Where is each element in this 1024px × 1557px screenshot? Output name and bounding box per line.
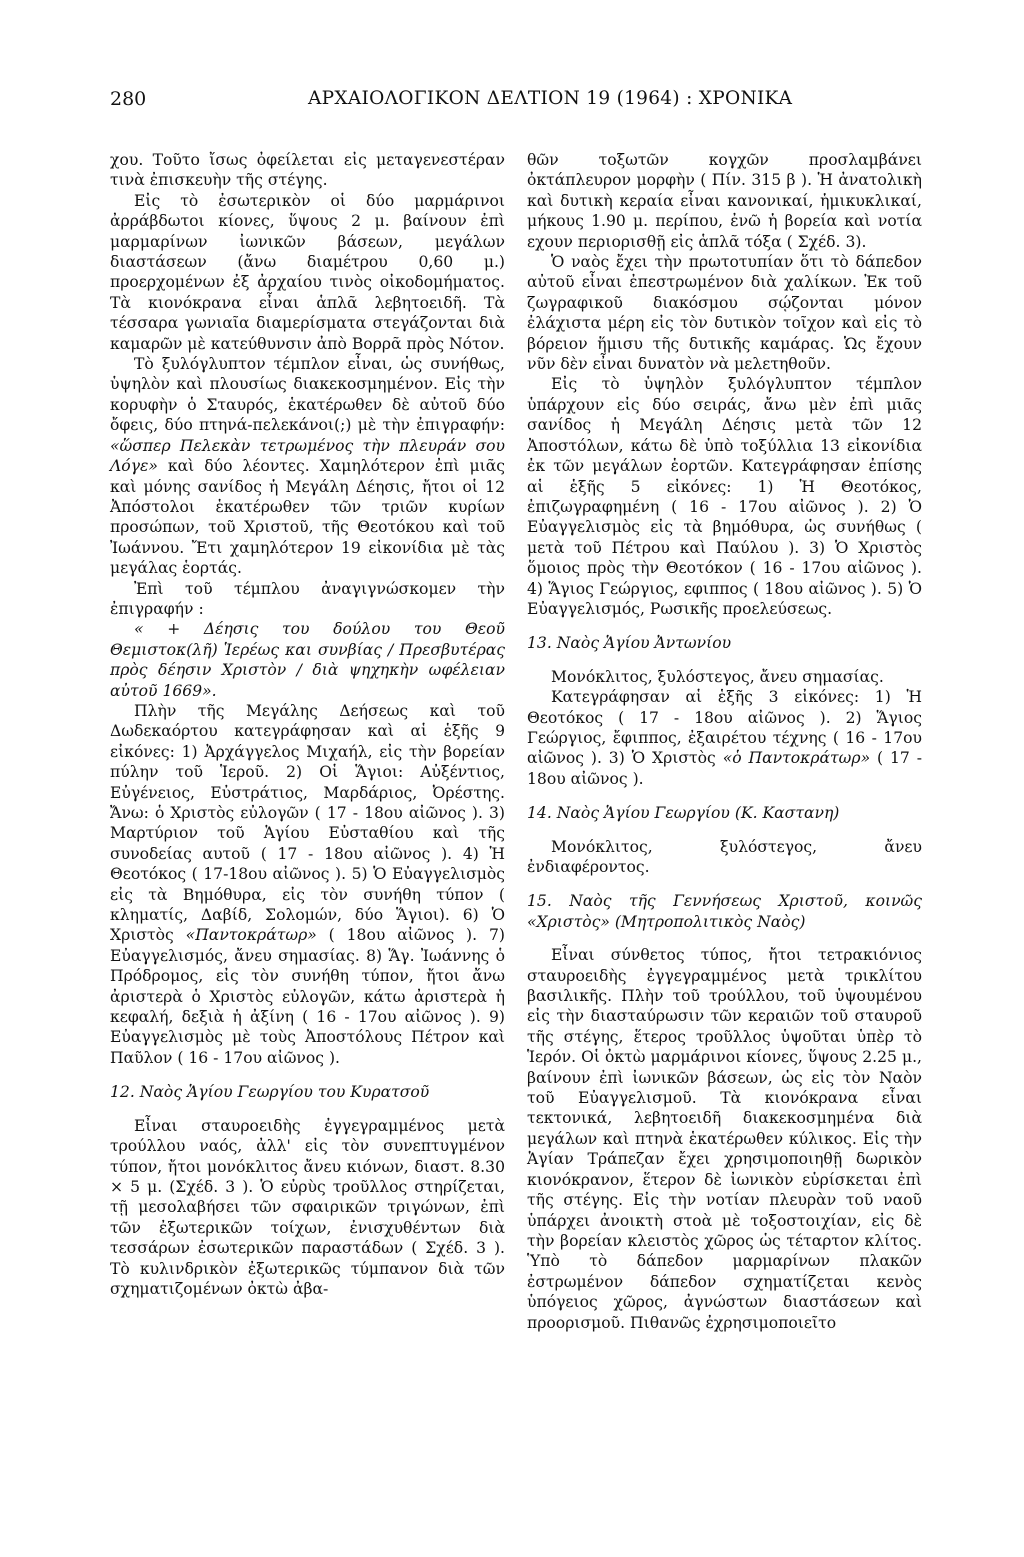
paragraph	[110, 354, 505, 578]
paragraph: Μονόκλιτος, ξυλόστεγος, ἄνευ ἐνδιαφέροντος.	[527, 837, 922, 876]
text-run: ( 17 - 18ου αἰῶνος ).	[527, 749, 923, 788]
paragraph: Εἶναι σταυροειδὴς ἐγγεγραμμένος μετὰ τρούλλου ναός, ἀλλ' εἰς τὸν συνεπτυγμένον τύπον, ἤτοι μονόκλιτος ἄνευ κιόνων, διαστ. 8.30 × 5 μ. (Σχέδ. 3 ). Ὁ εὐρὺς τροῦλλος στηρίζεται, τῇ μεσολαβήσει τῶν σφαιρικῶν τριγώνων, ἐπὶ τῶν ἐξωτερικῶν τοίχων, ἐνισχυθέντων διὰ τεσσάρων ἐσωτερικῶν παραστάδων ( Σχέδ. 3 ). Τὸ κυλινδρικὸν ἐξωτερικῶς τύμπανον διὰ τῶν σχηματιζομένων ὀκτὼ ἀβα-	[110, 1116, 505, 1298]
inscription-text: « + Δέησις του δούλου του Θεοῦ Θεμιστοκ(λῆ) Ἱερέως και συνβίας / Πρεσβυτέρας πρὸς δέησιν Χριστὸν / διὰ ψηχηκὴν ωφέλειαν αὐτοῦ 1669».	[110, 620, 505, 700]
paragraph: Εἰς τὸ ἐσωτερικὸν οἱ δύο μαρμάρινοι ἀρράβδωτοι κίονες, ὕψους 2 μ. βαίνουν ἐπὶ μαρμαρίνων ἰωνικῶν βάσεων, μεγάλων διαστάσεων (ἄνω διαμέτρου 0,60 μ.) προερχομένων ἐξ ἀρχαίου τινὸς οἰκοδομήματος. Τὰ κιονόκρανα εἶναι ἁπλᾶ λεβητοειδῆ. Τὰ τέσσαρα γωνιαῖα διαμερίσματα στεγάζονται διὰ καμαρῶν μὲ κατεύθυνσιν ἀπὸ Βορρᾶ πρὸς Νότον.	[110, 191, 505, 353]
italic-term: «ὁ Παντοκράτωρ»	[722, 749, 871, 768]
text-run: Τὸ ξυλόγλυπτον τέμπλον εἶναι, ὡς συνήθως, ὑψηλὸν καὶ πλουσίως διακεκοσμημένον. Εἰς τὴν κορυφὴν ὁ Σταυρός, ἑκατέρωθεν δὲ αὐτοῦ δύο ὄφεις, δύο πτηνά-πελεκάνοι(;) μὲ τὴν ἐπιγραφήν:	[110, 355, 505, 435]
paragraph	[527, 687, 922, 789]
right-column	[527, 150, 922, 1333]
section-heading-15: 15. Ναὸς τῆς Γεννήσεως Χριστοῦ, κοινῶς «Χριστὸς» (Μητροπολιτικὸς Ναὸς)	[527, 892, 922, 931]
paragraph: Εἰς τὸ ὑψηλὸν ξυλόγλυπτον τέμπλον ὑπάρχουν εἰς δύο σειράς, ἄνω μὲν ἐπὶ μιᾶς σανίδος ἡ Μεγάλη Δέησις μετὰ τῶν 12 Ἀποστόλων, κάτω δὲ ὑπὸ τοξύλλια 13 εἰκονίδια ἐκ τῶν μεγάλων ἑορτῶν. Κατεγράφησαν ἐπίσης αἱ ἑξῆς 5 εἰκόνες: 1) Ἡ Θεοτόκος, ἐπιζωγραφημένη ( 16 - 17ου αἰῶνος ). 2) Ὁ Εὐαγγελισμὸς εἰς τὰ βημόθυρα, ὡς συνήθως ( μετὰ τοῦ Πέτρου καὶ Παύλου ). 3) Ὁ Χριστὸς ὅμοιος πρὸς τὴν Θεοτόκον ( 16 - 17ου αἰῶνος ). 4) Ἅγιος Γεώργιος, εφιππος ( 18ου αἰῶνος ). 5) Ὁ Εὐαγγελισμός, Ρωσικῆς προελεύσεως.	[527, 375, 922, 618]
text-run: καὶ δύο λέοντες. Χαμηλότερον ἐπὶ μιᾶς καὶ μόνης σανίδος ἡ Μεγάλη Δέησις, ἤτοι οἱ 12 Ἀπόστολοι ἑκατέρωθεν τῶν τριῶν κυρίων προσώπων, τοῦ Χριστοῦ, τῆς Θεοτόκου καὶ τοῦ Ἰωάννου. Ἔτι χαμηλότερον 19 εἰκονίδια μὲ τὰς μεγάλας ἑορτάς.	[110, 457, 505, 578]
inscription-quote: «ὥσπερ Πελεκὰν τετρωμένος τὴν πλευράν σου Λόγε»	[110, 436, 505, 476]
paragraph: χου. Τοῦτο ἴσως ὀφείλεται εἰς μεταγενεστέραν τινὰ ἐπισκευὴν τῆς στέγης.	[110, 151, 505, 190]
paragraph: θῶν τοξωτῶν κογχῶν προσλαμβάνει ὀκτάπλευρον μορφὴν ( Πίν. 315 β ). Ἡ ἀνατολικὴ καὶ δυτικὴ κεραία εἶναι κανονικαί, ἡμικυκλικαί, μήκους 1.90 μ. περίπου, ἐνῶ ἡ βορεία καὶ νοτία εχουν περιορισθῇ εἰς ἁπλᾶ τόξα ( Σχέδ. 3).	[527, 151, 922, 251]
running-title: ΑΡΧΑΙΟΛΟΓΙΚΟΝ ΔΕΛΤΙΟΝ 19 (1964) : ΧΡΟΝΙΚΑ	[308, 88, 793, 109]
text-run: Πλὴν τῆς Μεγάλης Δεήσεως καὶ τοῦ Δωδεκαόρτου κατεγράφησαν καὶ αἱ ἑξῆς 9 εἰκόνες: 1) Ἀρχάγγελος Μιχαήλ, εἰς τὴν βορείαν πύλην τοῦ Ἱεροῦ. 2) Οἱ Ἅγιοι: Αὐξέντιος, Εὐγένειος, Εὐστράτιος, Μαρδάριος, Ὀρέστης. Ἄνω: ὁ Χριστὸς εὐλογῶν ( 17 - 18ου αἰῶνος ). 3) Μαρτύριον τοῦ Ἁγίου Εὐσταθίου καὶ τῆς συνοδείας αυτοῦ ( 17 - 18ου αἰῶνος ). 4) Ἡ Θεοτόκος ( 17-18ου αἰῶνος ). 5) Ὁ Εὐαγγελισμὸς εἰς τὰ Βημόθυρα, εἰς τὸν συνήθη τύπον ( κληματίς, Δαβίδ, Σολομών, δύο Ἅγιοι). 6) Ὁ Χριστὸς	[110, 701, 505, 945]
section-heading-13: 13. Ναὸς Ἁγίου Ἀντωνίου	[527, 634, 732, 653]
text-run: Κατεγράφησαν αἱ ἑξῆς 3 εἰκόνες: 1) Ἡ Θεοτόκος ( 17 - 18ου αἰῶνος ). 2) Ἅγιος Γεώργιος, ἔφιππος, ἐξαιρέτου τέχνης ( 16 - 17ου αἰῶνος ). 3) Ὁ Χριστὸς	[527, 688, 922, 768]
page-number: 280	[110, 88, 147, 110]
paragraph: Εἶναι σύνθετος τύπος, ἤτοι τετρακιόνιος σταυροειδὴς ἐγγεγραμμένος μετὰ τρικλίτου βασιλικῆς. Πλὴν τοῦ τρούλλου, τοῦ ὑψουμένου εἰς τὴν διασταύρωσιν τῶν κεραιῶν τοῦ σταυροῦ τῆς στέγης, ἕτερος τροῦλλος ὑψοῦται ὑπὲρ τὸ Ἱερόν. Οἱ ὀκτὼ μαρμάρινοι κίονες, ὕψους 2.25 μ., βαίνουν ἐπὶ ἰωνικῶν βάσεων, ὡς εἰς τὸν Ναὸν τοῦ Εὐαγγελισμοῦ. Τὰ κιονόκρανα εἶναι τεκτονικά, λεβητοειδῆ διακεκοσμημένα διὰ μεγάλων καὶ πτηνὰ ἑκατέρωθεν κύλικος. Εἰς τὴν Ἁγίαν Τράπεζαν ἔχει χρησιμοποιηθῇ δωρικὸν κιονόκρανον, ἕτερον δὲ ἰωνικὸν εὑρίσκεται ἐπὶ τῆς στέγης. Εἰς τὴν νοτίαν πλευρὰν τοῦ ναοῦ ὑπάρχει ἀνοικτὴ στοὰ μὲ τοξοστοιχίαν, εἰς δὲ τὴν βορείαν κλειστὸς χῶρος ὡς τέταρτον κλίτος. Ὑπὸ τὸ δάπεδον μαρμαρίνων πλακῶν ἐστρωμένον δάπεδον σχηματίζεται κενὸς ὑπόγειος χῶρος, ἀγνώστων διαστάσεων καὶ προορισμοῦ. Πιθανῶς ἐχρησιμοποιεῖτο	[527, 946, 922, 1332]
page-header	[0, 88, 1024, 118]
paragraph: Μονόκλιτος, ξυλόστεγος, ἄνευ σημασίας.	[551, 667, 884, 686]
inscription	[110, 619, 505, 701]
text-run: ( 18ου αἰῶνος ). 7) Εὐαγγελισμός, ἄνευ σημασίας. 8) Ἅγ. Ἰωάννης ὁ Πρόδρομος, εἰς τὸν συνήθη τύπον, ἤτοι ἄνω ἀριστερὰ ὁ Χριστὸς εὐλογῶν, κάτω ἀριστερὰ ἡ κεφαλή, δεξιὰ ἡ ἀξίνη ( 16 - 17ου αἰῶνος ). 9) Εὐαγγελισμὸς μὲ τοὺς Ἀποστόλους Πέτρον καὶ Παῦλον ( 16 - 17ου αἰῶνος ).	[110, 926, 505, 1067]
paragraph	[110, 701, 505, 1068]
left-column	[110, 150, 505, 1299]
paragraph: Ὁ ναὸς ἔχει τὴν πρωτοτυπίαν ὅτι τὸ δάπεδον αὐτοῦ εἶναι ἐπεστρωμένον διὰ χαλίκων. Ἐκ τοῦ ζωγραφικοῦ διακόσμου σῴζονται μόνον ἐλάχιστα μέρη εἰς τὸν δυτικὸν τοῖχον καὶ εἰς τὸ βόρειον ἥμισυ τῆς δυτικῆς καμάρας. Ὡς ἔχουν νῦν δὲν εἶναι δυνατὸν νὰ μελετηθοῦν.	[527, 253, 922, 374]
section-heading-14: 14. Ναὸς Ἁγίου Γεωργίου (Κ. Καστανη)	[527, 804, 840, 823]
section-heading-12: 12. Ναὸς Ἁγίου Γεωργίου του Κυρατσοῦ	[110, 1083, 430, 1102]
paragraph: Ἐπὶ τοῦ τέμπλου ἀναγιγνώσκομεν τὴν ἐπιγραφήν :	[110, 579, 505, 618]
italic-term: «Παντοκράτωρ»	[185, 926, 317, 945]
